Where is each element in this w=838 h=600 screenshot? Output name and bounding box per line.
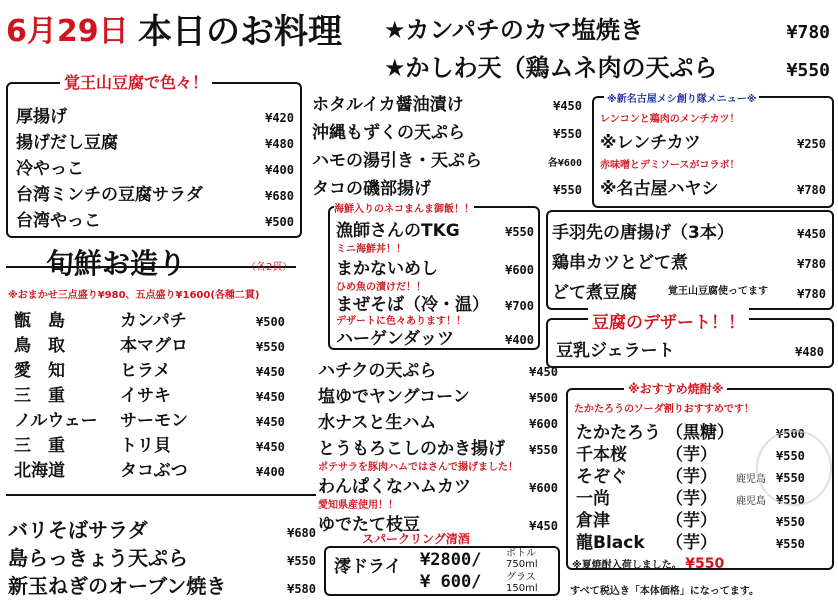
middle-lower-note-2: 愛知県産使用！！ [318,500,398,511]
list-item: 三 重 イサキ ¥450 [14,386,285,406]
donburi-note-2: ミニ海鮮丼！！ [336,244,406,255]
list-item: ノルウェー サーモン ¥450 [14,411,285,431]
shochu-note: たかたろうのソーダ割りおすすめです！ [574,404,754,415]
shochu-heading: ※おすすめ焼酎※ [624,380,727,397]
dessert-heading: 豆腐のデザート！！ [588,308,749,333]
list-item: タコの磯部揚げ ¥550 [312,179,582,199]
shop-logo [756,430,832,506]
list-item: 北海道 タコぶつ ¥400 [14,461,285,481]
sparkling-heading: スパークリング清酒 [362,532,470,546]
sparkling-size-glass: グラス150ml [506,572,538,594]
tofu-heading: 覚王山豆腐で色々！ [60,70,212,93]
list-item: まぜそば（冷・温） ¥700 [336,295,534,315]
date-label: 6月29日 [6,14,129,49]
list-item: 手羽先の唐揚げ（3本） ¥450 [552,223,826,243]
sparkling-price-bottle: ¥2800/ [420,550,482,570]
list-item: 台湾ミンチの豆腐サラダ ¥680 [16,185,294,205]
list-item: 鳥 取 本マグロ ¥550 [14,336,285,356]
list-item: バリそばサラダ ¥680 [8,518,316,542]
list-item: 倉津 （芋） ¥550 [576,511,805,531]
sashimi-note: ※おまかせ三点盛り¥980、五点盛り¥1600(各種二貫) [8,290,260,301]
donburi-note-4: デザートに色々あります！！ [336,316,466,327]
bottom-left-divider [6,494,316,496]
list-item: ホタルイカ醤油漬け ¥450 [312,95,582,115]
list-item: ハチクの天ぷら ¥450 [318,361,558,381]
sparkling-price-glass: ¥ 600/ [420,572,482,592]
list-item: 愛 知 ヒラメ ¥450 [14,361,285,381]
list-item: 鶏串カツとどて煮 ¥780 [552,253,826,273]
list-item: 豆乳ジェラート ¥480 [556,341,824,361]
list-item: ハモの湯引き・天ぷら 各¥600 [312,151,582,171]
list-item: 厚揚げ ¥420 [16,107,294,127]
list-item: 甑 島 カンパチ ¥500 [14,311,285,331]
nagoya-heading: ※新名古屋メシ創り隊メニュー※ [604,90,759,105]
list-item: ハーゲンダッツ ¥400 [336,329,534,349]
list-item: 新玉ねぎのオーブン焼き ¥580 [8,574,316,598]
list-item: 三 重 トリ貝 ¥450 [14,436,285,456]
list-item: そぞぐ （芋） 鹿児島 ¥550 [576,467,805,487]
sparkling-name: 澪ドライ [334,557,402,577]
list-item: ※レンチカツ ¥250 [600,133,826,153]
list-item: 龍Black （芋） ¥550 [576,533,805,553]
middle-lower-note-1: ポテサラを豚肉ハムではさんで揚げました！ [318,462,518,473]
sparkling-size-bottle: ボトル750ml [506,548,538,570]
top-item-1: ★カンパチのカマ塩焼き ¥780 [384,16,830,44]
list-item: とうもろこしのかき揚げ ¥550 [318,439,558,459]
right-note: 覚王山豆腐使ってます [668,286,768,297]
list-item: たかたろう （黒糖） ¥500 [576,423,805,443]
list-item: 塩ゆでヤングコーン ¥500 [318,387,558,407]
sashimi-heading: 旬鮮お造り [46,247,187,280]
donburi-note-3: ひめ魚の漬けだ！！ [336,282,426,293]
list-item: ゆでたて枝豆 ¥450 [318,515,558,535]
donburi-note-1: 海鮮入りのネコまんま御飯！！ [334,200,474,215]
shochu-footer-1: ※夏焼酎入荷しました。 ¥550 [572,556,725,572]
list-item: 一尚 （芋） 鹿児島 ¥550 [576,489,805,509]
list-item: 揚げだし豆腐 ¥480 [16,133,294,153]
list-item: まかないめし ¥600 [336,259,534,279]
nagoya-note-2: 赤味噌とデミソースがコラボ！ [600,160,740,171]
list-item: ※名古屋ハヤシ ¥780 [600,179,826,199]
list-item: 台湾やっこ ¥500 [16,211,294,231]
nagoya-note-1: レンコンと鶏肉のメンチカツ！ [600,114,740,125]
list-item: 千本桜 （芋） ¥550 [576,445,805,465]
top-item-2: ★かしわ天（鶏ムネ肉の天ぷら ¥550 [384,54,830,82]
list-item: 水ナスと生ハム ¥600 [318,413,558,433]
list-item: 島らっきょう天ぷら ¥550 [8,546,316,570]
page-title: 本日のお料理 [138,12,342,52]
list-item: 漁師さんのTKG ¥550 [336,221,534,241]
shochu-footer-2: すべて税込き「本体価格」になってます。 [570,586,759,597]
list-item: どて煮豆腐 ¥780 [552,283,826,303]
sashimi-heading-note: （各2貫） [246,262,293,273]
list-item: 沖縄もずくの天ぷら ¥550 [312,123,582,143]
list-item: わんぱくなハムカツ ¥600 [318,477,558,497]
list-item: 冷やっこ ¥400 [16,159,294,179]
